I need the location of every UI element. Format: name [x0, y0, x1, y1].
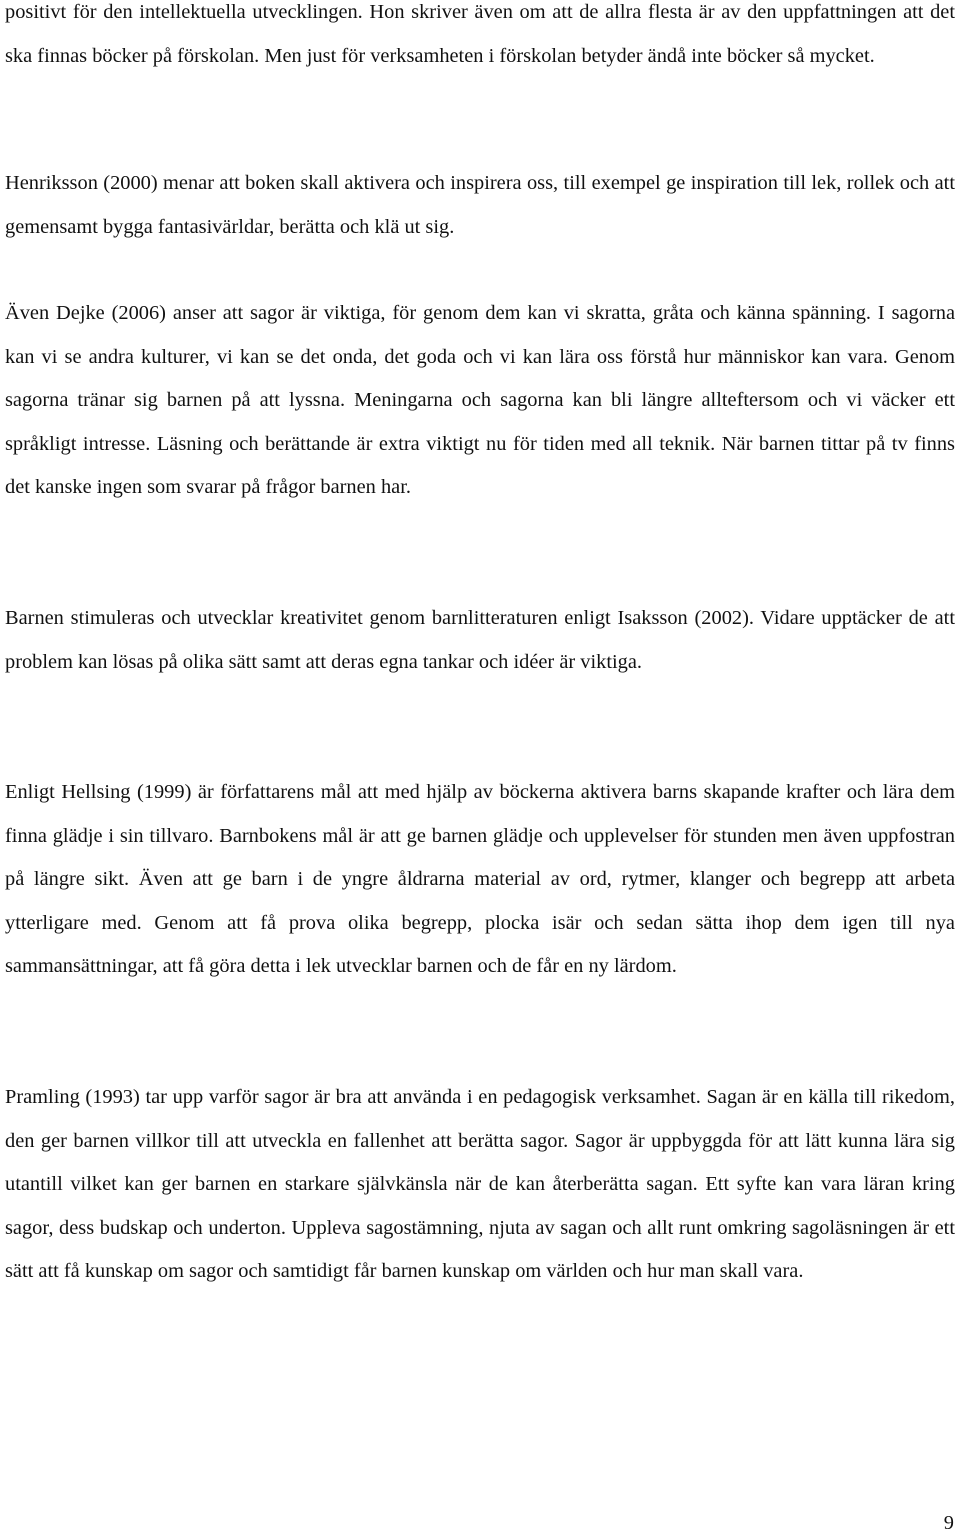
page-number: 9 — [943, 1512, 954, 1534]
paragraph-4: Barnen stimuleras och utvecklar kreativitet genom barnlitteraturen enligt Isaksson (2002). Vidare upptäcker de att problem kan lösas på olika sätt samt att deras egna tankar och idéer är viktiga. — [5, 607, 955, 673]
paragraph-2: Henriksson (2000) menar att boken skall aktivera och inspirera oss, till exempel ge inspiration till lek, rollek och att gemensamt bygga fantasivärldar, berätta och klä ut sig. — [5, 172, 955, 238]
paragraph-3: Även Dejke (2006) anser att sagor är viktiga, för genom dem kan vi skratta, gråta och känna spänning. I sagorna kan vi se andra kulturer, vi kan se det onda, det goda och vi kan lära oss förstå hur människor kan vara. Genom sagorna tränar sig barnen på att lyssna. Meningarna och sagorna kan bli längre allteftersom och vi väcker ett språkligt intresse. Läsning och berättande är extra viktigt nu för tiden med all teknik. När barnen tittar på tv finns det kanske ingen som svarar på frågor barnen har. — [5, 302, 955, 499]
paragraph-6: Pramling (1993) tar upp varför sagor är bra att använda i en pedagogisk verksamhet. Sagan är en källa till rikedom, den ger barnen villkor till att utveckla en fallenhet att berätta sagor. Sagor är uppbyggda för att lätt kunna lära sig utantill vilket kan ger barnen en starkare självkänsla när de kan återberätta sagan. Ett syfte kan vara läran kring sagor, dess budskap och underton. Uppleva sagostämning, njuta av sagan och allt runt omkring sagoläsningen är ett sätt att få kunskap om sagor och samtidigt får barnen kunskap om världen och hur man skall vara. — [5, 1086, 955, 1283]
paragraph-1: positivt för den intellektuella utvecklingen. Hon skriver även om att de allra flesta är av den uppfattningen att det ska finnas böcker på förskolan. Men just för verksamheten i förskolan betyder ändå inte böcker så mycket. — [5, 1, 955, 67]
paragraph-5: Enligt Hellsing (1999) är författarens mål att med hjälp av böckerna aktivera barns skapande krafter och lära dem finna glädje i sin tillvaro. Barnbokens mål är att ge barnen glädje och upplevelser för stunden men även uppfostran på längre sikt. Även att ge barn i de yngre åldrarna material av ord, rytmer, klanger och begrepp att arbeta ytterligare med. Genom att få prova olika begrepp, plocka isär och sedan sätta ihop dem igen till nya sammansättningar, att få göra detta i lek utvecklar barnen och de får en ny lärdom. — [5, 781, 955, 978]
